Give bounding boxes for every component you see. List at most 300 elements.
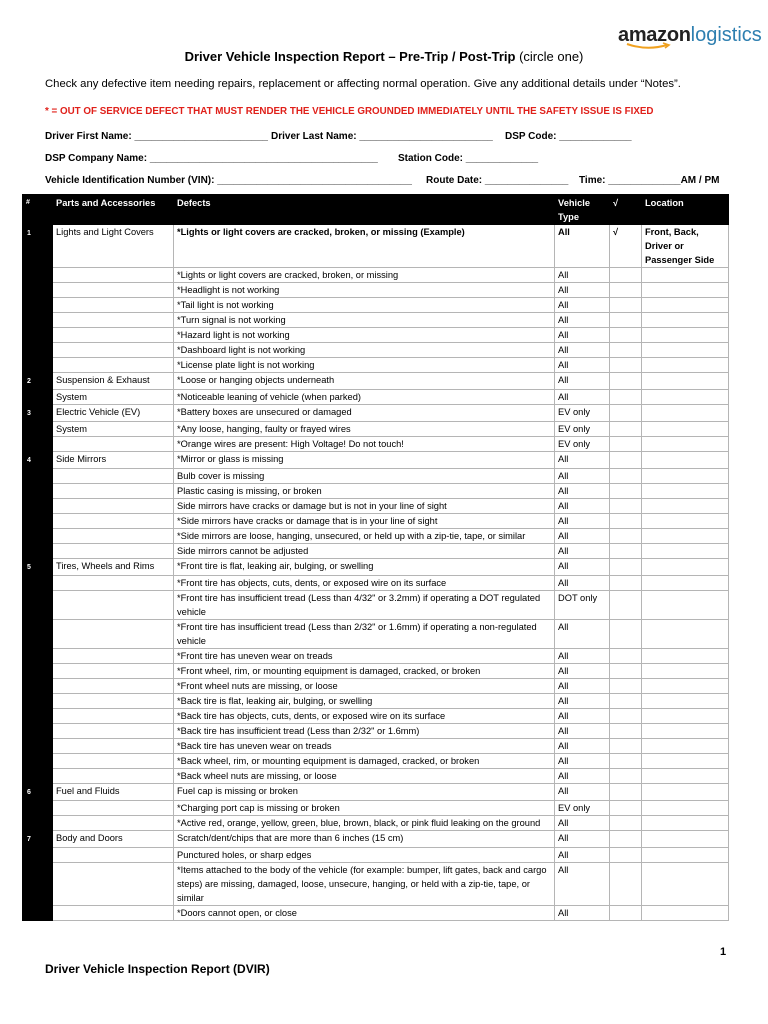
defect-description: *Any loose, hanging, faulty or frayed wires [174, 422, 555, 437]
part-name [53, 437, 174, 452]
row-number [23, 529, 53, 544]
row-number [23, 816, 53, 831]
row-number: 3 [23, 405, 53, 422]
part-name [53, 848, 174, 863]
location-cell[interactable] [642, 831, 729, 848]
check-cell[interactable] [610, 484, 642, 499]
part-name [53, 469, 174, 484]
table-row [23, 298, 729, 313]
instructions-text: Check any defective item needing repairs, replacement or affecting normal operation. Give any additional details under “Notes”. [45, 78, 681, 90]
check-cell[interactable] [610, 358, 642, 373]
row-number [23, 328, 53, 343]
part-name [53, 769, 174, 784]
defect-description: *Front tire is flat, leaking air, bulging, or swelling [174, 559, 555, 576]
check-cell[interactable] [610, 313, 642, 328]
check-cell[interactable] [610, 620, 642, 649]
location-cell[interactable] [642, 298, 729, 313]
vin-field[interactable]: Vehicle Identification Number (VIN): ___________________________________ [45, 175, 412, 186]
row-number [23, 283, 53, 298]
table-row [23, 863, 729, 906]
row-number [23, 664, 53, 679]
defect-description: *Noticeable leaning of vehicle (when parked) [174, 390, 555, 405]
vehicle-type: All [555, 576, 610, 591]
table-header-row [23, 195, 729, 225]
location-cell[interactable] [642, 739, 729, 754]
part-name [53, 620, 174, 649]
row-number [23, 739, 53, 754]
defect-description: Punctured holes, or sharp edges [174, 848, 555, 863]
location-cell[interactable] [642, 679, 729, 694]
vehicle-type: All [555, 469, 610, 484]
check-cell[interactable] [610, 283, 642, 298]
vehicle-type: All [555, 298, 610, 313]
vehicle-type: All [555, 358, 610, 373]
part-name [53, 649, 174, 664]
defect-description: *Battery boxes are unsecured or damaged [174, 405, 555, 422]
defect-description: *Back wheel nuts are missing, or loose [174, 769, 555, 784]
vehicle-type: All [555, 769, 610, 784]
header-vehicle-type: Vehicle Type [555, 195, 610, 225]
location-cell[interactable] [642, 499, 729, 514]
part-name [53, 694, 174, 709]
vehicle-type: All [555, 664, 610, 679]
vehicle-type: All [555, 848, 610, 863]
table-row [23, 405, 729, 422]
defect-description: *Headlight is not working [174, 283, 555, 298]
header-number: # [23, 195, 53, 225]
check-cell[interactable] [610, 664, 642, 679]
part-name [53, 906, 174, 921]
row-number [23, 544, 53, 559]
location-cell[interactable] [642, 906, 729, 921]
part-name: Lights and Light Covers [53, 225, 174, 268]
table-row [23, 358, 729, 373]
part-name [53, 724, 174, 739]
location-cell[interactable] [642, 514, 729, 529]
table-row [23, 906, 729, 921]
vehicle-type: All [555, 739, 610, 754]
part-name [53, 801, 174, 816]
row-number [23, 906, 53, 921]
table-row [23, 328, 729, 343]
table-row [23, 437, 729, 452]
check-cell[interactable] [610, 679, 642, 694]
defect-description: *Front tire has uneven wear on treads [174, 649, 555, 664]
location-cell[interactable] [642, 664, 729, 679]
part-name [53, 544, 174, 559]
row-number [23, 422, 53, 437]
defect-description: *License plate light is not working [174, 358, 555, 373]
table-row [23, 848, 729, 863]
vehicle-type: All [555, 679, 610, 694]
part-name [53, 313, 174, 328]
check-cell[interactable] [610, 422, 642, 437]
check-cell[interactable] [610, 816, 642, 831]
vehicle-type: All [555, 754, 610, 769]
defect-description: *Back tire has insufficient tread (Less than 2/32" or 1.6mm) [174, 724, 555, 739]
check-cell[interactable] [610, 801, 642, 816]
defect-description: *Dashboard light is not working [174, 343, 555, 358]
table-row [23, 620, 729, 649]
defect-description: *Front tire has insufficient tread (Less than 4/32" or 3.2mm) if operating a DOT regulated vehicle [174, 591, 555, 620]
defect-description: *Items attached to the body of the vehicle (for example: bumper, lift gates, back and cargo steps) are missing, damaged, loose, unsecure, hanging, or held with a zip-tie, tape, or similar [174, 863, 555, 906]
defect-description: *Back tire is flat, leaking air, bulging, or swelling [174, 694, 555, 709]
driver-first-name-field[interactable]: Driver First Name: ________________________ [45, 131, 268, 142]
table-row [23, 225, 729, 268]
table-row [23, 591, 729, 620]
check-cell[interactable] [610, 499, 642, 514]
vehicle-type: All [555, 452, 610, 469]
table-row [23, 694, 729, 709]
defect-description: Side mirrors cannot be adjusted [174, 544, 555, 559]
vehicle-type: All [555, 283, 610, 298]
table-row [23, 724, 729, 739]
location-cell[interactable] [642, 268, 729, 283]
row-number [23, 390, 53, 405]
location-cell[interactable] [642, 390, 729, 405]
row-number [23, 343, 53, 358]
row-number [23, 724, 53, 739]
part-name [53, 514, 174, 529]
vehicle-type: EV only [555, 437, 610, 452]
row-number: 6 [23, 784, 53, 801]
part-name: Tires, Wheels and Rims [53, 559, 174, 576]
vehicle-type: All [555, 225, 610, 268]
table-row [23, 784, 729, 801]
check-cell[interactable] [610, 268, 642, 283]
vehicle-type: All [555, 784, 610, 801]
check-cell[interactable] [610, 709, 642, 724]
vehicle-type: All [555, 863, 610, 906]
time-field[interactable]: Time: _____________AM / PM [579, 175, 720, 186]
check-cell[interactable] [610, 649, 642, 664]
defect-description: *Lights or light covers are cracked, broken, or missing [174, 268, 555, 283]
page-number: 1 [720, 946, 727, 958]
row-number [23, 484, 53, 499]
vehicle-type: All [555, 724, 610, 739]
part-name [53, 576, 174, 591]
defect-description: Fuel cap is missing or broken [174, 784, 555, 801]
check-cell[interactable] [610, 831, 642, 848]
table-row [23, 664, 729, 679]
table-row [23, 313, 729, 328]
part-name [53, 591, 174, 620]
location-cell[interactable] [642, 816, 729, 831]
row-number [23, 358, 53, 373]
defect-description: Plastic casing is missing, or broken [174, 484, 555, 499]
location-cell[interactable] [642, 620, 729, 649]
defect-description: *Loose or hanging objects underneath [174, 373, 555, 390]
location-cell[interactable] [642, 754, 729, 769]
location-cell[interactable] [642, 437, 729, 452]
row-number: 2 [23, 373, 53, 390]
check-cell[interactable] [610, 328, 642, 343]
check-cell[interactable] [610, 863, 642, 906]
location-cell[interactable] [642, 452, 729, 469]
check-cell[interactable] [610, 452, 642, 469]
defect-description: *Front tire has objects, cuts, dents, or exposed wire on its surface [174, 576, 555, 591]
location-cell[interactable] [642, 801, 729, 816]
check-cell[interactable] [610, 848, 642, 863]
defect-description: *Front tire has insufficient tread (Less than 2/32" or 1.6mm) if operating a non-regulated vehicle [174, 620, 555, 649]
part-name [53, 679, 174, 694]
part-name: System [53, 422, 174, 437]
header-check: √ [610, 195, 642, 225]
row-number: 4 [23, 452, 53, 469]
check-cell[interactable] [610, 390, 642, 405]
part-name: Suspension & Exhaust [53, 373, 174, 390]
location-cell[interactable] [642, 529, 729, 544]
location-cell[interactable] [642, 544, 729, 559]
vehicle-type: All [555, 484, 610, 499]
vehicle-type: All [555, 831, 610, 848]
defect-description: Scratch/dent/chips that are more than 6 inches (15 cm) [174, 831, 555, 848]
part-name [53, 343, 174, 358]
vehicle-type: EV only [555, 801, 610, 816]
footer-title: Driver Vehicle Inspection Report (DVIR) [45, 962, 270, 976]
row-number [23, 801, 53, 816]
vehicle-type: All [555, 544, 610, 559]
vehicle-type: All [555, 906, 610, 921]
check-cell[interactable]: √ [610, 225, 642, 268]
inspection-table [22, 194, 729, 921]
row-number [23, 268, 53, 283]
location-cell[interactable] [642, 484, 729, 499]
row-number [23, 694, 53, 709]
location-cell[interactable] [642, 373, 729, 390]
check-cell[interactable] [610, 343, 642, 358]
part-name [53, 816, 174, 831]
table-row [23, 739, 729, 754]
check-cell[interactable] [610, 576, 642, 591]
part-name [53, 268, 174, 283]
table-row [23, 422, 729, 437]
location-cell[interactable] [642, 343, 729, 358]
row-number [23, 709, 53, 724]
defect-description: *Lights or light covers are cracked, broken, or missing (Example) [174, 225, 555, 268]
location-cell[interactable]: Front, Back, Driver or Passenger Side [642, 225, 729, 268]
defect-description: *Side mirrors have cracks or damage that is in your line of sight [174, 514, 555, 529]
dsp-company-name-field[interactable]: DSP Company Name: _________________________________________ [45, 153, 378, 164]
check-cell[interactable] [610, 754, 642, 769]
vehicle-type: DOT only [555, 591, 610, 620]
location-cell[interactable] [642, 724, 729, 739]
part-name [53, 283, 174, 298]
vehicle-type: EV only [555, 422, 610, 437]
defect-description: *Orange wires are present: High Voltage! Do not touch! [174, 437, 555, 452]
dsp-code-field[interactable]: DSP Code: _____________ [505, 131, 632, 142]
check-cell[interactable] [610, 529, 642, 544]
part-name: Electric Vehicle (EV) [53, 405, 174, 422]
location-cell[interactable] [642, 313, 729, 328]
header-parts: Parts and Accessories [53, 195, 174, 225]
row-number [23, 499, 53, 514]
row-number [23, 437, 53, 452]
part-name [53, 358, 174, 373]
row-number [23, 576, 53, 591]
row-number: 7 [23, 831, 53, 848]
table-row [23, 831, 729, 848]
location-cell[interactable] [642, 591, 729, 620]
vehicle-type: All [555, 694, 610, 709]
station-code-field[interactable]: Station Code: _____________ [398, 153, 539, 164]
logo-brand: amazon [618, 24, 691, 46]
location-cell[interactable] [642, 358, 729, 373]
check-cell[interactable] [610, 694, 642, 709]
check-cell[interactable] [610, 724, 642, 739]
vehicle-type: All [555, 499, 610, 514]
part-name [53, 499, 174, 514]
location-cell[interactable] [642, 422, 729, 437]
location-cell[interactable] [642, 709, 729, 724]
table-row [23, 559, 729, 576]
location-cell[interactable] [642, 283, 729, 298]
check-cell[interactable] [610, 739, 642, 754]
check-cell[interactable] [610, 298, 642, 313]
check-cell[interactable] [610, 469, 642, 484]
defect-description: *Back tire has uneven wear on treads [174, 739, 555, 754]
defect-description: *Doors cannot open, or close [174, 906, 555, 921]
part-name [53, 664, 174, 679]
table-row [23, 268, 729, 283]
location-cell[interactable] [642, 576, 729, 591]
vehicle-type: All [555, 373, 610, 390]
table-row [23, 769, 729, 784]
defect-description: *Turn signal is not working [174, 313, 555, 328]
row-number [23, 754, 53, 769]
row-number: 1 [23, 225, 53, 268]
defect-description: *Side mirrors are loose, hanging, unsecured, or held up with a zip-tie, tape, or similar [174, 529, 555, 544]
row-number [23, 514, 53, 529]
location-cell[interactable] [642, 469, 729, 484]
defect-description: *Active red, orange, yellow, green, blue, brown, black, or pink fluid leaking on the ground [174, 816, 555, 831]
table-row [23, 469, 729, 484]
table-row [23, 816, 729, 831]
table-row [23, 514, 729, 529]
row-number [23, 848, 53, 863]
out-of-service-warning: * = OUT OF SERVICE DEFECT THAT MUST RENDER THE VEHICLE GROUNDED IMMEDIATELY UNTIL THE SAFETY ISSUE IS FIXED [45, 106, 654, 117]
part-name [53, 739, 174, 754]
location-cell[interactable] [642, 694, 729, 709]
vehicle-type: All [555, 514, 610, 529]
table-body [23, 225, 729, 921]
table-row [23, 754, 729, 769]
part-name [53, 529, 174, 544]
title-main: Driver Vehicle Inspection Report – Pre-Trip / Post-Trip [184, 49, 516, 64]
vehicle-type: All [555, 529, 610, 544]
defect-description: Bulb cover is missing [174, 469, 555, 484]
defect-description: *Front wheel nuts are missing, or loose [174, 679, 555, 694]
table-row [23, 390, 729, 405]
check-cell[interactable] [610, 405, 642, 422]
table-row [23, 373, 729, 390]
table-row [23, 452, 729, 469]
table-row [23, 679, 729, 694]
table-row [23, 529, 729, 544]
check-cell[interactable] [610, 784, 642, 801]
vehicle-type: All [555, 816, 610, 831]
part-name: Fuel and Fluids [53, 784, 174, 801]
page-title [0, 49, 768, 64]
defect-description: *Hazard light is not working [174, 328, 555, 343]
part-name [53, 298, 174, 313]
header-location: Location [642, 195, 729, 225]
defect-description: *Charging port cap is missing or broken [174, 801, 555, 816]
vehicle-type: All [555, 620, 610, 649]
table-row [23, 801, 729, 816]
check-cell[interactable] [610, 373, 642, 390]
part-name: Body and Doors [53, 831, 174, 848]
header-defects: Defects [174, 195, 555, 225]
check-cell[interactable] [610, 591, 642, 620]
check-cell[interactable] [610, 769, 642, 784]
check-cell[interactable] [610, 514, 642, 529]
table-row [23, 649, 729, 664]
part-name: System [53, 390, 174, 405]
row-number [23, 469, 53, 484]
row-number [23, 679, 53, 694]
defect-description: *Front wheel, rim, or mounting equipment is damaged, cracked, or broken [174, 664, 555, 679]
check-cell[interactable] [610, 437, 642, 452]
row-number [23, 863, 53, 906]
defect-description: *Back wheel, rim, or mounting equipment is damaged, cracked, or broken [174, 754, 555, 769]
table-row [23, 283, 729, 298]
location-cell[interactable] [642, 784, 729, 801]
vehicle-type: All [555, 559, 610, 576]
table-row [23, 343, 729, 358]
row-number [23, 298, 53, 313]
table-row [23, 484, 729, 499]
check-cell[interactable] [610, 906, 642, 921]
vehicle-type: All [555, 328, 610, 343]
vehicle-type: All [555, 313, 610, 328]
defect-description: Side mirrors have cracks or damage but is not in your line of sight [174, 499, 555, 514]
vehicle-type: All [555, 268, 610, 283]
part-name [53, 863, 174, 906]
defect-description: *Back tire has objects, cuts, dents, or exposed wire on its surface [174, 709, 555, 724]
table-row [23, 709, 729, 724]
part-name: Side Mirrors [53, 452, 174, 469]
location-cell[interactable] [642, 863, 729, 906]
row-number [23, 620, 53, 649]
row-number [23, 649, 53, 664]
part-name [53, 484, 174, 499]
location-cell[interactable] [642, 649, 729, 664]
vehicle-type: All [555, 649, 610, 664]
location-cell[interactable] [642, 405, 729, 422]
vehicle-type: All [555, 390, 610, 405]
check-cell[interactable] [610, 544, 642, 559]
row-number [23, 591, 53, 620]
row-number [23, 769, 53, 784]
vehicle-type: All [555, 343, 610, 358]
row-number [23, 313, 53, 328]
location-cell[interactable] [642, 769, 729, 784]
table-row [23, 544, 729, 559]
vehicle-type: All [555, 709, 610, 724]
location-cell[interactable] [642, 559, 729, 576]
route-date-field[interactable]: Route Date: _______________ [426, 175, 569, 186]
location-cell[interactable] [642, 848, 729, 863]
title-suffix: (circle one) [515, 49, 584, 64]
table-row [23, 499, 729, 514]
part-name [53, 754, 174, 769]
location-cell[interactable] [642, 328, 729, 343]
part-name [53, 709, 174, 724]
vehicle-type: EV only [555, 405, 610, 422]
driver-last-name-field[interactable]: Driver Last Name: ________________________ [271, 131, 493, 142]
check-cell[interactable] [610, 559, 642, 576]
